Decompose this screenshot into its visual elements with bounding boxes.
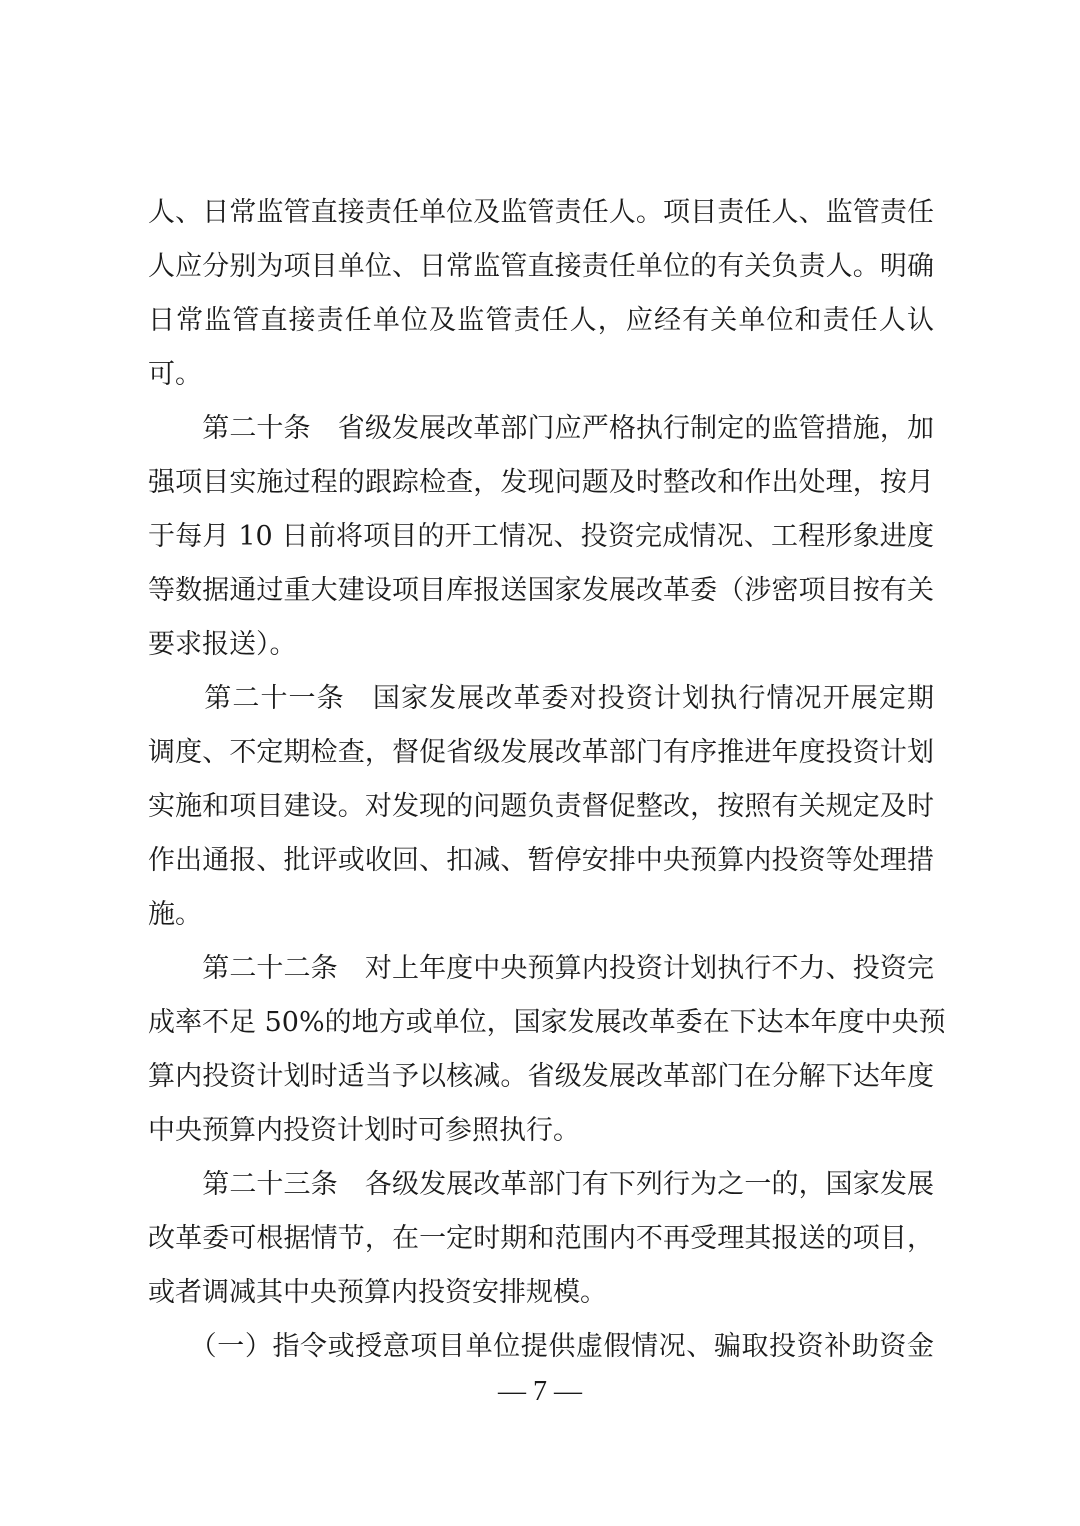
text-line: 人、日常监管直接责任单位及监管责任人。项目责任人、监管责任: [148, 197, 934, 228]
page-number: — 7 —: [498, 1376, 582, 1407]
text-line: 算内投资计划时适当予以核减。省级发展改革部门在分解下达年度: [148, 1061, 934, 1092]
text-line: 强项目实施过程的跟踪检查，发现问题及时整改和作出处理，按月: [148, 467, 934, 498]
article-23-heading-line: 第二十三条 各级发展改革部门有下列行为之一的，国家发展: [148, 1169, 934, 1200]
text-line: 成率不足 50%的地方或单位，国家发展改革委在下达本年度中央预: [148, 1007, 946, 1038]
text-line: 要求报送）。: [148, 629, 297, 660]
text-line: 等数据通过重大建设项目库报送国家发展改革委（涉密项目按有关: [148, 575, 934, 606]
text-line: 调度、不定期检查，督促省级发展改革部门有序推进年度投资计划: [148, 737, 934, 768]
text-line: 人应分别为项目单位、日常监管直接责任单位的有关负责人。明确: [148, 251, 934, 282]
list-item-line: （一）指令或授意项目单位提供虚假情况、骗取投资补助资金: [148, 1331, 934, 1362]
text-line: 改革委可根据情节，在一定时期和范围内不再受理其报送的项目，: [148, 1223, 934, 1254]
text-line: 或者调减其中央预算内投资安排规模。: [148, 1277, 607, 1308]
article-22-heading-line: 第二十二条 对上年度中央预算内投资计划执行不力、投资完: [148, 953, 934, 984]
text-line: 于每月 10 日前将项目的开工情况、投资完成情况、工程形象进度: [148, 521, 934, 552]
text-line: 施。: [148, 899, 202, 930]
article-21-heading-line: 第二十一条 国家发展改革委对投资计划执行情况开展定期: [148, 683, 934, 714]
text-line: 日常监管直接责任单位及监管责任人，应经有关单位和责任人认: [148, 305, 934, 336]
text-line: 实施和项目建设。对发现的问题负责督促整改，按照有关规定及时: [148, 791, 934, 822]
text-line: 作出通报、批评或收回、扣减、暂停安排中央预算内投资等处理措: [148, 845, 934, 876]
article-20-heading-line: 第二十条 省级发展改革部门应严格执行制定的监管措施，加: [148, 413, 934, 444]
text-line: 可。: [148, 359, 202, 390]
text-line: 中央预算内投资计划时可参照执行。: [148, 1115, 580, 1146]
